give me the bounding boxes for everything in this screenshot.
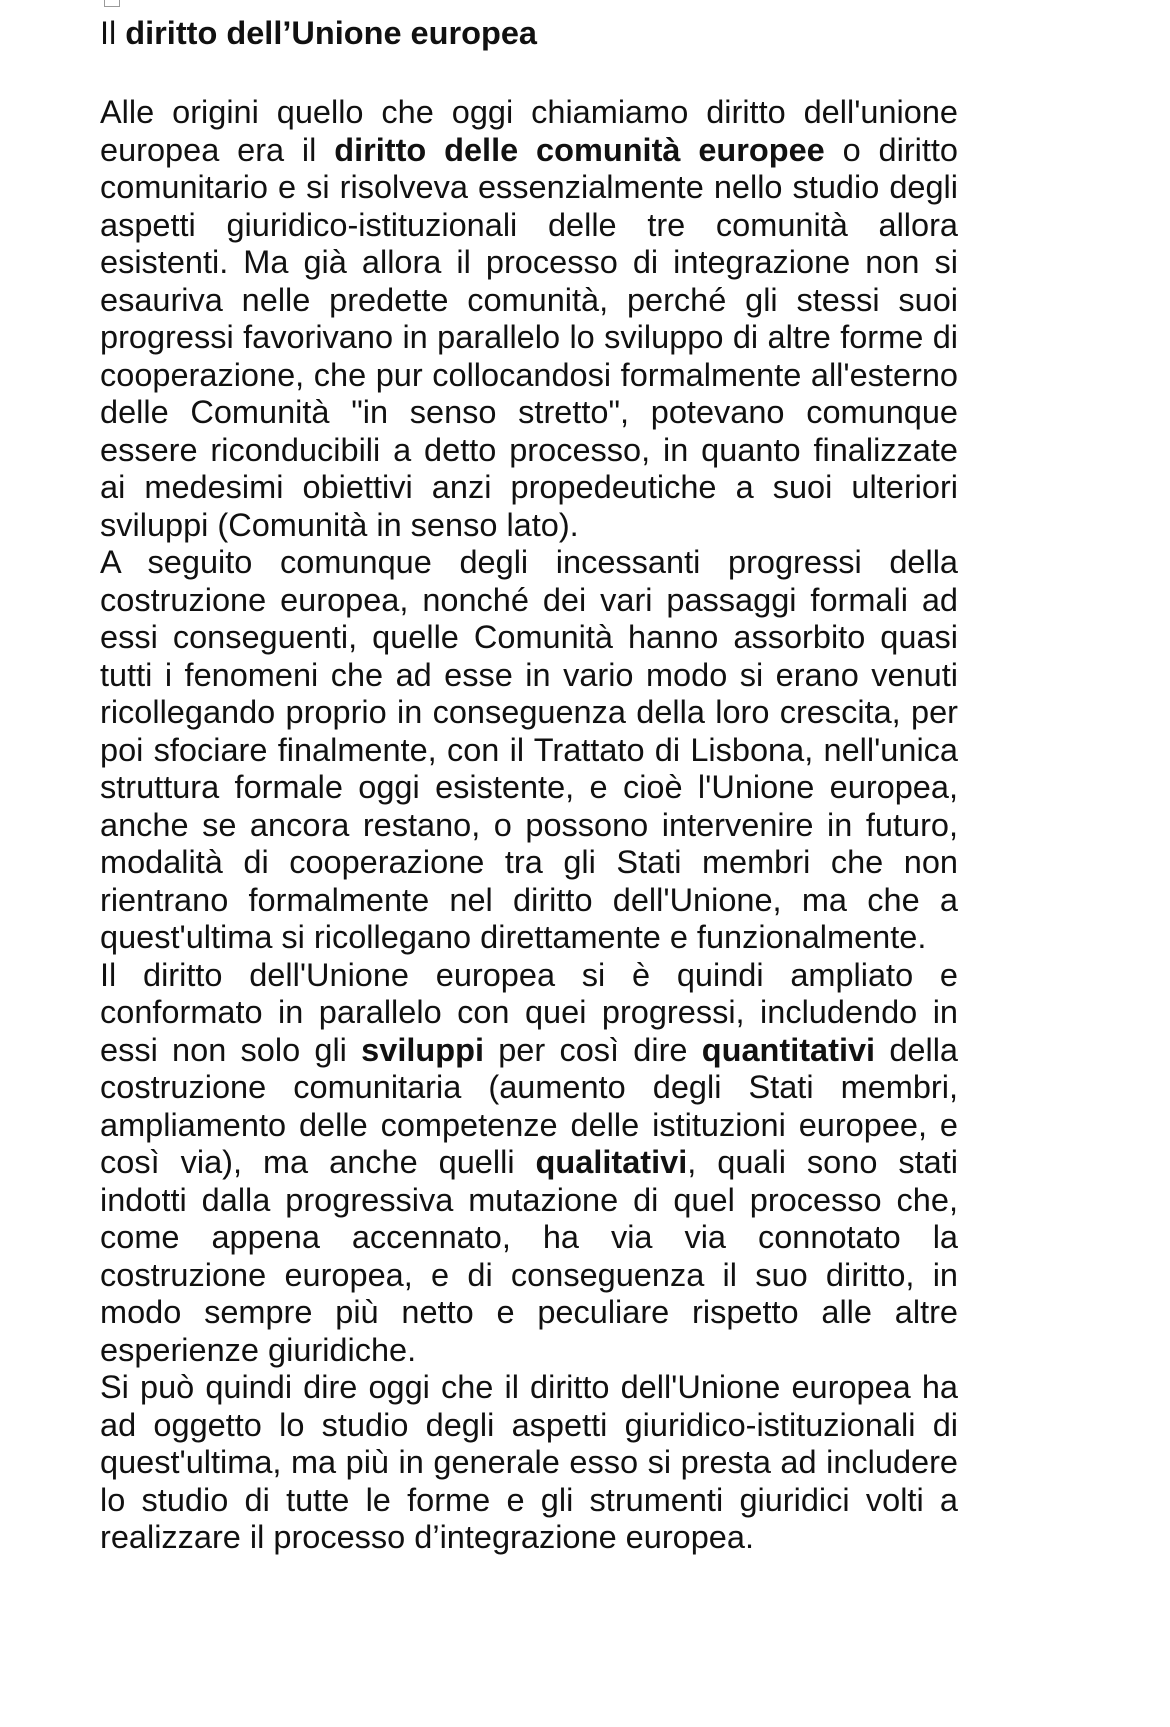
text-run: Si può quindi dire oggi che il diritto dell'Unione europea ha ad oggetto lo studio degli aspetti giuridico-istituzionali di quest'ultima, ma più in generale esso si presta ad includere lo studio di tutte le forme e gli strumenti giuridici volti a realizzare il processo d’integrazione europea.: [100, 1369, 958, 1555]
text-run: Il diritto dell'Unione europea si è quindi ampliato e conformato in parallelo con quei progressi, includendo in essi non solo gli: [100, 956, 958, 1068]
paragraph-4: [100, 1369, 958, 1557]
document-body: [100, 10, 958, 1557]
bold-term: qualitativi: [535, 1144, 688, 1180]
bold-term: sviluppi: [361, 1031, 484, 1068]
text-run: della costruzione comunitaria (aumento degli Stati membri, ampliamento delle competenze delle istituzioni europee, e così via), ma anche quelli: [100, 1031, 959, 1180]
text-run: per così dire: [483, 1031, 702, 1068]
paragraph-3: [100, 957, 958, 1370]
checkbox-marker[interactable]: [104, 0, 120, 7]
document-title: [100, 10, 958, 57]
text-run: Alle origini quello che oggi chiamiamo diritto dell'unione europea era il: [100, 94, 958, 168]
text-run: o diritto comunitario e si risolveva essenzialmente nello studio degli aspetti giuridico-istituzionali delle tre comunità allora esistenti. Ma già allora il processo di integrazione non si esauriva nelle predette comunità, perché gli stessi suoi progressi favorivano in parallelo lo sviluppo di altre forme di cooperazione, che pur collocandosi formalmente all'esterno delle Comunità "in senso stretto", potevano comunque essere riconducibili a detto processo, in quanto finalizzate ai medesimi obiettivi anzi propedeutiche a suoi ulteriori sviluppi (Comunità in senso lato).: [100, 131, 959, 543]
title-prefix: Il: [100, 15, 126, 51]
bold-term: diritto delle comunità europee: [334, 131, 825, 168]
paragraph-1: [100, 94, 958, 544]
bold-term: quantitativi: [701, 1031, 876, 1068]
text-run: , quali sono stati indotti dalla progressiva mutazione di quel processo che, come appena accennato, ha via via connotato la costruzione europea, e di conseguenza il suo diritto, in modo sempre più netto e peculiare rispetto alle altre esperienze giuridiche.: [100, 1144, 958, 1368]
title-bold: diritto dell’Unione europea: [125, 15, 537, 51]
text-run: A seguito comunque degli incessanti progressi della costruzione europea, nonché dei vari passaggi formali ad essi conseguenti, quelle Comunità hanno assorbito quasi tutti i fenomeni che ad esse in vario modo si erano venuti ricollegando proprio in conseguenza della loro crescita, per poi sfociare finalmente, con il Trattato di Lisbona, nell'unica struttura formale oggi esistente, e cioè l'Unione europea, anche se ancora restano, o possono intervenire in futuro, modalità di cooperazione tra gli Stati membri che non rientrano formalmente nel diritto dell'Unione, ma che a quest'ultima si ricollegano direttamente e funzionalmente.: [100, 544, 958, 955]
paragraph-2: [100, 544, 958, 957]
